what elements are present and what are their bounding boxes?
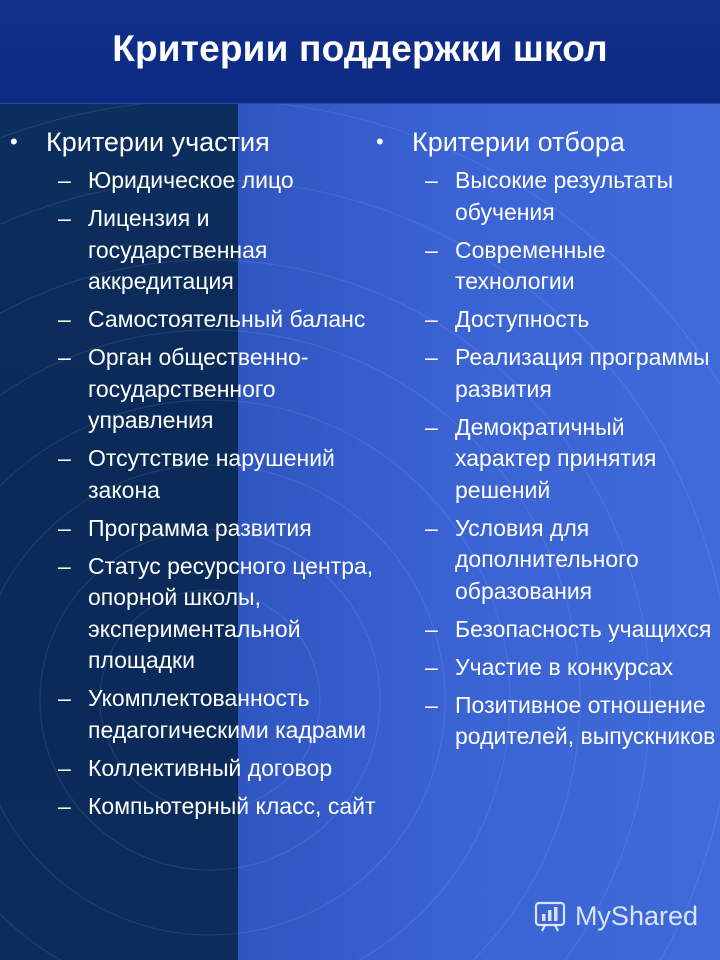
bullet-icon: • (10, 129, 18, 154)
bullet-icon: • (376, 129, 384, 154)
dash-icon: – (425, 691, 438, 718)
dash-icon: – (425, 413, 438, 440)
dash-icon: – (58, 306, 71, 332)
list-item-text: Условия для дополнительного образования (455, 514, 639, 604)
list-item-text: Доступность (455, 306, 590, 332)
list-item (10, 342, 382, 437)
selection-criteria-list (376, 165, 716, 753)
list-item (10, 443, 382, 506)
dash-icon: – (58, 167, 71, 193)
participation-criteria-list (10, 165, 382, 822)
list-item (10, 304, 382, 336)
list-item (376, 652, 716, 684)
list-item-text: Коллективный договор (88, 754, 333, 781)
dash-icon: – (58, 205, 71, 231)
selection-criteria-column (376, 124, 716, 759)
watermark-text: MyShared (574, 900, 698, 931)
list-item-text: Лицензия и государственная аккредитация (88, 205, 268, 294)
dash-icon: – (58, 344, 71, 370)
watermark (533, 899, 698, 933)
dash-icon: – (58, 792, 71, 819)
list-item-text: Отсутствие нарушений закона (88, 445, 335, 503)
dash-icon: – (58, 754, 71, 781)
list-item-text: Демократичный характер принятия решений (455, 413, 657, 503)
list-item (10, 513, 382, 545)
selection-criteria-heading (376, 124, 716, 160)
slide-title: Критерии поддержки школ (112, 28, 608, 69)
list-item-text: Компьютерный класс, сайт (88, 792, 376, 819)
list-item-text: Программа развития (88, 514, 312, 541)
dash-icon: – (425, 344, 438, 370)
list-item-text: Статус ресурсного центра, опорной школы, экспериментальной площадки (88, 552, 374, 673)
list-item-text: Безопасность учащихся (455, 615, 712, 642)
list-item-text: Высокие результаты обучения (455, 167, 674, 225)
dash-icon: – (58, 514, 71, 541)
list-item (10, 551, 382, 677)
list-item (376, 690, 716, 753)
list-item (10, 683, 382, 746)
list-item-text: Укомплектованность педагогическими кадрами (88, 685, 367, 743)
title-bar (0, 0, 720, 104)
dash-icon: – (425, 615, 438, 642)
dash-icon: – (58, 685, 71, 711)
list-item (376, 614, 716, 646)
list-item-text: Позитивное отношение родителей, выпускников (455, 691, 716, 749)
list-item (376, 412, 716, 507)
dash-icon: – (425, 167, 438, 193)
dash-icon: – (425, 236, 438, 263)
list-item (376, 513, 716, 608)
list-item-text: Реализация программы развития (455, 344, 710, 402)
list-item (376, 304, 716, 336)
dash-icon: – (425, 653, 438, 680)
list-item-text: Юридическое лицо (88, 167, 294, 193)
list-item-text: Орган общественно-государственного управления (88, 344, 309, 433)
dash-icon: – (425, 514, 438, 541)
list-item-text: Участие в конкурсах (455, 653, 674, 680)
heading-label: Критерии участия (46, 127, 270, 157)
dash-icon: – (58, 552, 71, 579)
dash-icon: – (425, 306, 438, 332)
heading-label: Критерии отбора (412, 127, 625, 157)
list-item (376, 342, 716, 405)
list-item-text: Самостоятельный баланс (88, 306, 366, 332)
list-item (10, 791, 382, 823)
participation-criteria-column (10, 124, 382, 829)
list-item (376, 235, 716, 298)
myshared-logo-icon (533, 899, 569, 933)
list-item (10, 165, 382, 197)
dash-icon: – (58, 445, 71, 471)
list-item (376, 165, 716, 228)
list-item (10, 203, 382, 298)
list-item (10, 753, 382, 785)
list-item-text: Современные технологии (455, 236, 606, 294)
participation-criteria-heading (10, 124, 382, 160)
